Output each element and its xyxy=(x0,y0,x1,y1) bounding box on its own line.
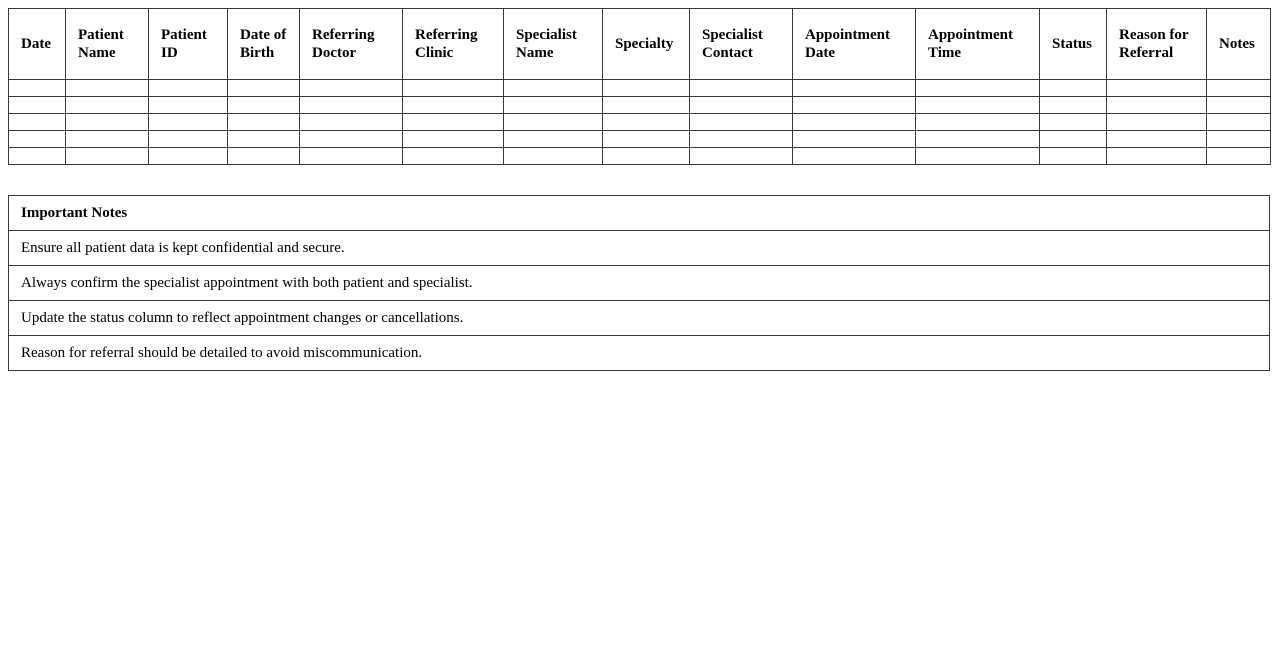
table-cell[interactable] xyxy=(1107,114,1207,131)
table-cell[interactable] xyxy=(66,114,149,131)
column-header-appointment-date: Appointment Date xyxy=(793,9,916,80)
table-cell[interactable] xyxy=(793,114,916,131)
table-cell[interactable] xyxy=(690,131,793,148)
table-cell[interactable] xyxy=(916,131,1040,148)
table-cell[interactable] xyxy=(504,131,603,148)
important-notes-box xyxy=(8,195,1270,371)
table-cell[interactable] xyxy=(1040,148,1107,165)
table-cell[interactable] xyxy=(300,131,403,148)
table-cell[interactable] xyxy=(603,80,690,97)
table-cell[interactable] xyxy=(793,148,916,165)
table-cell[interactable] xyxy=(916,148,1040,165)
table-cell[interactable] xyxy=(403,148,504,165)
table-cell[interactable] xyxy=(1040,131,1107,148)
table-cell[interactable] xyxy=(504,148,603,165)
referral-sheet xyxy=(8,8,1270,371)
table-cell[interactable] xyxy=(690,80,793,97)
table-cell[interactable] xyxy=(1207,114,1271,131)
table-cell[interactable] xyxy=(690,114,793,131)
table-cell[interactable] xyxy=(403,80,504,97)
table-cell[interactable] xyxy=(228,80,300,97)
column-header-specialist-name: Specialist Name xyxy=(504,9,603,80)
column-header-date-of-birth: Date of Birth xyxy=(228,9,300,80)
table-cell[interactable] xyxy=(690,97,793,114)
table-cell[interactable] xyxy=(9,114,66,131)
table-row xyxy=(9,97,1271,114)
table-cell[interactable] xyxy=(149,114,228,131)
column-header-appointment-time: Appointment Time xyxy=(916,9,1040,80)
column-header-specialist-contact: Specialist Contact xyxy=(690,9,793,80)
table-cell[interactable] xyxy=(9,131,66,148)
table-body xyxy=(9,80,1271,165)
table-cell[interactable] xyxy=(1207,148,1271,165)
note-item-confirm-appointment: Always confirm the specialist appointment with both patient and specialist. xyxy=(9,265,1269,300)
table-cell[interactable] xyxy=(1040,114,1107,131)
table-cell[interactable] xyxy=(793,131,916,148)
table-cell[interactable] xyxy=(916,80,1040,97)
table-cell[interactable] xyxy=(1207,97,1271,114)
table-cell[interactable] xyxy=(66,80,149,97)
table-cell[interactable] xyxy=(504,114,603,131)
table-cell[interactable] xyxy=(300,97,403,114)
column-header-specialty: Specialty xyxy=(603,9,690,80)
table-cell[interactable] xyxy=(300,148,403,165)
table-cell[interactable] xyxy=(228,148,300,165)
table-cell[interactable] xyxy=(1107,97,1207,114)
table-cell[interactable] xyxy=(1040,97,1107,114)
table-header-row xyxy=(9,9,1271,80)
table-cell[interactable] xyxy=(66,148,149,165)
table-cell[interactable] xyxy=(603,97,690,114)
table-cell[interactable] xyxy=(1207,80,1271,97)
table-cell[interactable] xyxy=(916,97,1040,114)
table-row xyxy=(9,131,1271,148)
table-cell[interactable] xyxy=(504,97,603,114)
note-item-update-status: Update the status column to reflect appointment changes or cancellations. xyxy=(9,300,1269,335)
table-cell[interactable] xyxy=(1040,80,1107,97)
table-cell[interactable] xyxy=(504,80,603,97)
table-cell[interactable] xyxy=(1107,80,1207,97)
table-cell[interactable] xyxy=(1207,131,1271,148)
table-row xyxy=(9,148,1271,165)
table-cell[interactable] xyxy=(403,131,504,148)
table-cell[interactable] xyxy=(149,148,228,165)
table-cell[interactable] xyxy=(228,97,300,114)
important-notes-title: Important Notes xyxy=(21,205,128,221)
table-cell[interactable] xyxy=(403,97,504,114)
table-cell[interactable] xyxy=(916,114,1040,131)
table-cell[interactable] xyxy=(403,114,504,131)
note-item-referral-reason: Reason for referral should be detailed to avoid miscommunication. xyxy=(9,335,1269,370)
table-cell[interactable] xyxy=(228,131,300,148)
table-cell[interactable] xyxy=(9,80,66,97)
table-cell[interactable] xyxy=(149,97,228,114)
table-cell[interactable] xyxy=(793,80,916,97)
note-item-confidentiality: Ensure all patient data is kept confidential and secure. xyxy=(9,230,1269,265)
column-header-referring-doctor: Referring Doctor xyxy=(300,9,403,80)
column-header-reason-for-referral: Reason for Referral xyxy=(1107,9,1207,80)
table-cell[interactable] xyxy=(9,148,66,165)
table-cell[interactable] xyxy=(603,148,690,165)
column-header-date: Date xyxy=(9,9,66,80)
table-cell[interactable] xyxy=(603,131,690,148)
table-cell[interactable] xyxy=(66,97,149,114)
column-header-patient-name: Patient Name xyxy=(66,9,149,80)
table-cell[interactable] xyxy=(66,131,149,148)
table-cell[interactable] xyxy=(149,80,228,97)
table-cell[interactable] xyxy=(300,114,403,131)
table-cell[interactable] xyxy=(300,80,403,97)
column-header-referring-clinic: Referring Clinic xyxy=(403,9,504,80)
column-header-patient-id: Patient ID xyxy=(149,9,228,80)
table-cell[interactable] xyxy=(228,114,300,131)
table-row xyxy=(9,80,1271,97)
table-cell[interactable] xyxy=(1107,131,1207,148)
table-cell[interactable] xyxy=(1107,148,1207,165)
referral-table xyxy=(8,8,1271,165)
table-cell[interactable] xyxy=(603,114,690,131)
table-row xyxy=(9,114,1271,131)
column-header-status: Status xyxy=(1040,9,1107,80)
table-cell[interactable] xyxy=(690,148,793,165)
table-cell[interactable] xyxy=(793,97,916,114)
table-cell[interactable] xyxy=(9,97,66,114)
table-cell[interactable] xyxy=(149,131,228,148)
column-header-notes: Notes xyxy=(1207,9,1271,80)
